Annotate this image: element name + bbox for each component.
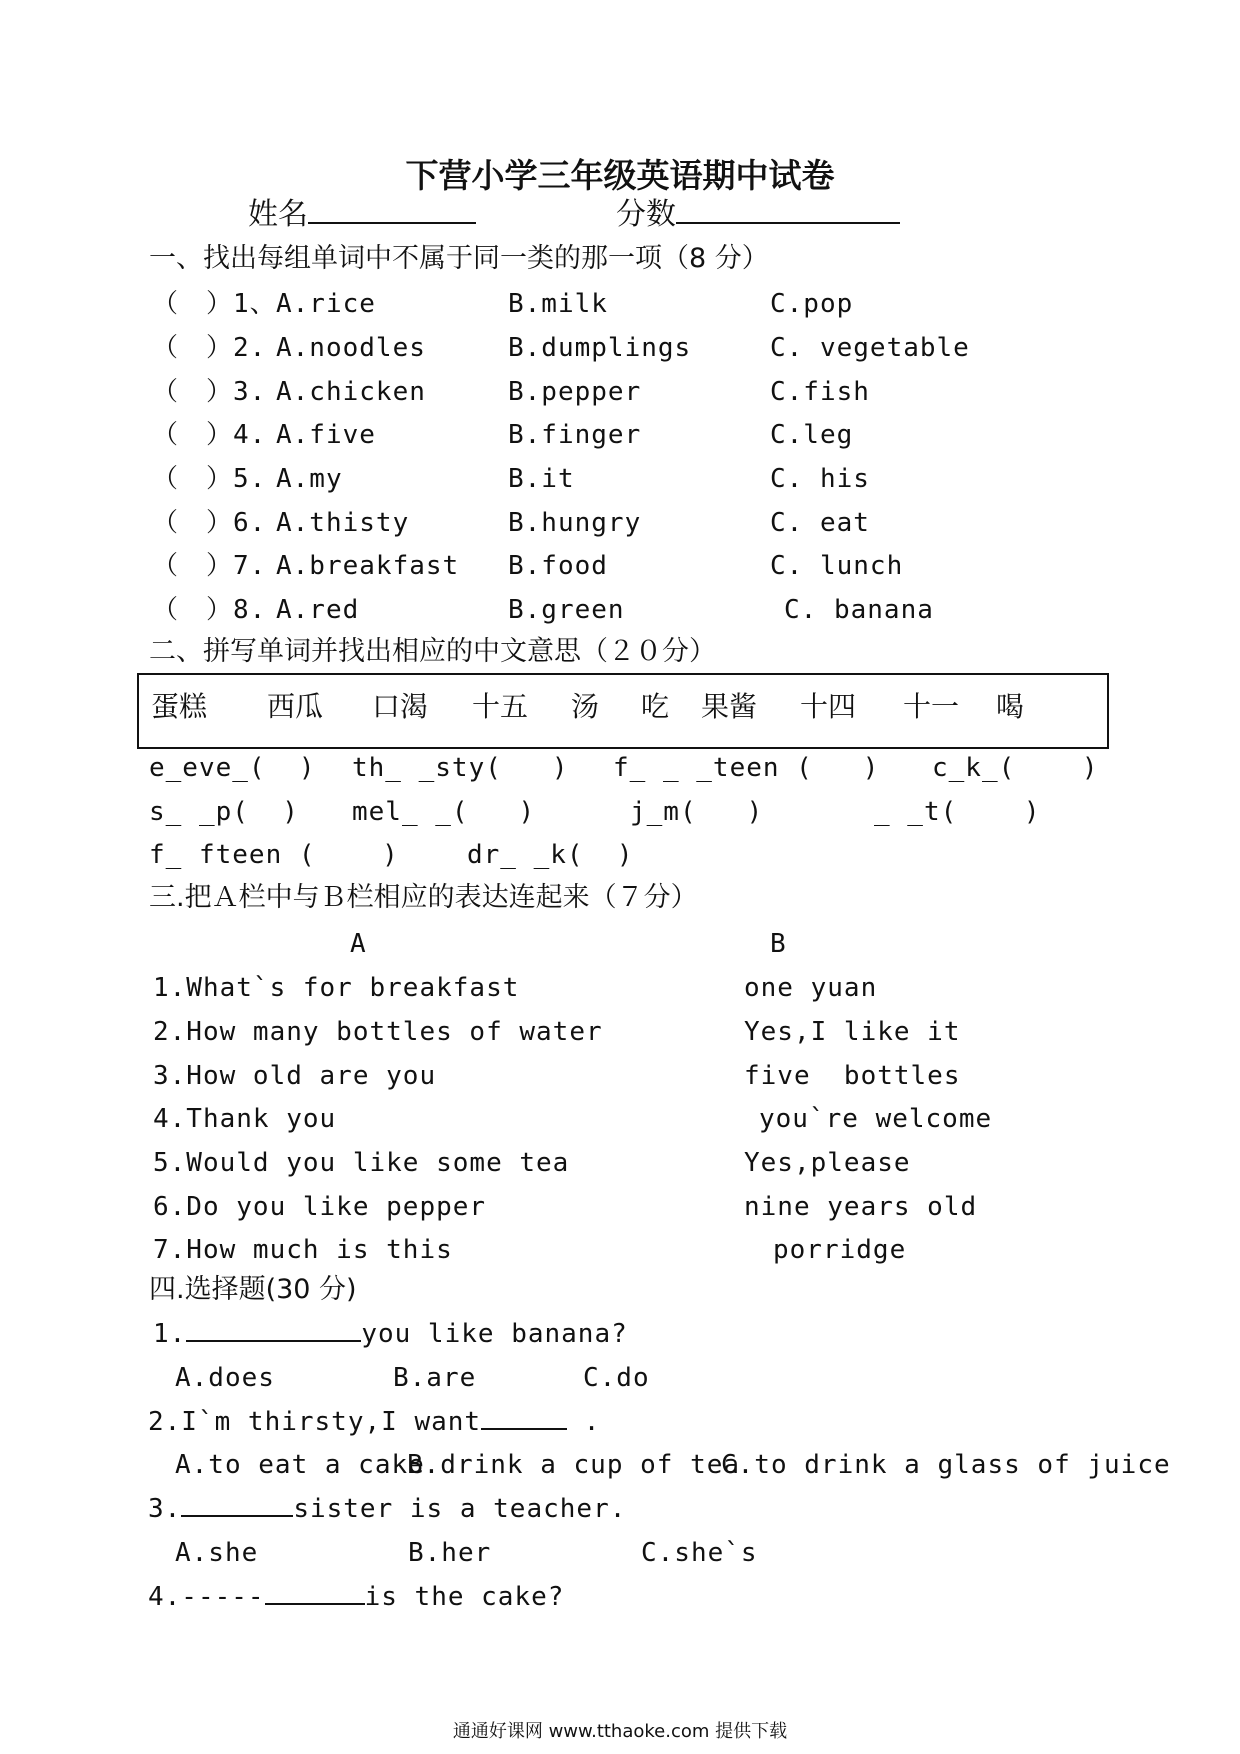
spelling-item[interactable]: s_ _p( )	[149, 797, 299, 827]
answer-blank[interactable]	[265, 1603, 365, 1605]
word-bank-item: 十一	[903, 690, 960, 723]
score-label: 分数	[616, 197, 676, 232]
option-c[interactable]: C.pop	[770, 289, 854, 319]
answer-blank[interactable]	[186, 1340, 361, 1342]
option-c[interactable]: C. eat	[770, 508, 870, 538]
question-1	[153, 1319, 628, 1349]
spelling-item[interactable]: th_ _sty( )	[352, 753, 569, 783]
spelling-item[interactable]: f_ fteen ( )	[149, 840, 399, 870]
option-a[interactable]: A.noodles	[276, 333, 426, 363]
section4-heading: 四.选择题(30 分)	[149, 1274, 357, 1305]
question-prefix: 3.	[148, 1494, 182, 1524]
spelling-item[interactable]: j_m( )	[630, 797, 764, 827]
option-b[interactable]: B.green	[508, 595, 625, 625]
question-number[interactable]: （ ）3.	[152, 377, 267, 407]
match-left-item[interactable]: 2.How many bottles of water	[153, 1017, 603, 1047]
option[interactable]: B.drink a cup of tea	[407, 1450, 741, 1480]
match-left-item[interactable]: 4.Thank you	[153, 1104, 337, 1134]
option-b[interactable]: B.dumplings	[508, 333, 692, 363]
word-bank-item: 喝	[996, 690, 1025, 723]
option-a[interactable]: A.chicken	[276, 377, 426, 407]
option-b[interactable]: B.it	[508, 464, 575, 494]
section2-heading: 二、拼写单词并找出相应的中文意思（２０分）	[149, 636, 716, 667]
option-a[interactable]: A.thisty	[276, 508, 410, 538]
name-blank[interactable]	[308, 222, 476, 224]
option-a[interactable]: A.my	[276, 464, 343, 494]
question-number[interactable]: （ ）8.	[152, 595, 267, 625]
option-a[interactable]: A.red	[276, 595, 360, 625]
section3-heading: 三.把Ａ栏中与Ｂ栏相应的表达连起来（７分）	[149, 882, 698, 913]
option[interactable]: B.are	[393, 1363, 477, 1393]
question-text: sister is a teacher.	[293, 1494, 627, 1524]
option[interactable]: C.she`s	[641, 1538, 758, 1568]
option[interactable]: A.she	[175, 1538, 259, 1568]
option-a[interactable]: A.five	[276, 420, 376, 450]
option[interactable]: A.does	[175, 1363, 275, 1393]
option-c[interactable]: C.leg	[770, 420, 854, 450]
question-prefix: 2.I`m thirsty,I want	[148, 1407, 482, 1437]
word-bank-item: 十五	[472, 690, 529, 723]
option-c[interactable]: C.fish	[770, 377, 870, 407]
question-text: is the cake?	[364, 1582, 565, 1612]
match-left-item[interactable]: 3.How old are you	[153, 1061, 437, 1091]
name-field	[248, 197, 476, 232]
question-text: .	[567, 1407, 601, 1437]
option-b[interactable]: B.finger	[508, 420, 642, 450]
question-number[interactable]: （ ）2.	[152, 333, 267, 363]
option-b[interactable]: B.pepper	[508, 377, 642, 407]
option-b[interactable]: B.milk	[508, 289, 608, 319]
match-left-item[interactable]: 5.Would you like some tea	[153, 1148, 570, 1178]
word-bank-item: 果酱	[701, 690, 758, 723]
question-4	[148, 1582, 564, 1612]
score-field	[616, 197, 900, 232]
match-right-item[interactable]: you`re welcome	[759, 1104, 993, 1134]
match-right-item[interactable]: five bottles	[744, 1061, 961, 1091]
word-bank-item: 西瓜	[267, 690, 324, 723]
question-prefix: 1.	[153, 1319, 187, 1349]
option[interactable]: B.her	[408, 1538, 492, 1568]
option-b[interactable]: B.hungry	[508, 508, 642, 538]
column-a-label: A	[350, 929, 367, 959]
spelling-item[interactable]: f_ _ _teen ( )	[613, 753, 880, 783]
option-c[interactable]: C. vegetable	[770, 333, 970, 363]
question-number[interactable]: （ ）7.	[152, 551, 267, 581]
spelling-item[interactable]: _ _t( )	[874, 797, 1041, 827]
option[interactable]: C.do	[583, 1363, 650, 1393]
question-number[interactable]: （ ）6.	[152, 508, 267, 538]
answer-blank[interactable]	[181, 1515, 293, 1517]
footer-credit: 通通好课网 www.tthaoke.com 提供下载	[452, 1721, 788, 1742]
option-c[interactable]: C. lunch	[770, 551, 904, 581]
match-right-item[interactable]: one yuan	[744, 973, 878, 1003]
section1-heading: 一、找出每组单词中不属于同一类的那一项（8 分）	[149, 243, 769, 274]
question-text: you like banana?	[361, 1319, 628, 1349]
question-number[interactable]: （ ）5.	[152, 464, 267, 494]
option[interactable]: C.to drink a glass of juice	[721, 1450, 1171, 1480]
spelling-item[interactable]: dr_ _k( )	[467, 840, 634, 870]
column-b-label: B	[770, 929, 787, 959]
match-left-item[interactable]: 1.What`s for breakfast	[153, 973, 520, 1003]
match-right-item[interactable]: nine years old	[744, 1192, 978, 1222]
question-2	[148, 1407, 600, 1437]
word-bank-item: 口渴	[372, 690, 429, 723]
option-c[interactable]: C. his	[770, 464, 870, 494]
match-right-item[interactable]: Yes,please	[744, 1148, 911, 1178]
word-bank-item: 十四	[800, 690, 857, 723]
option-a[interactable]: A.breakfast	[276, 551, 460, 581]
score-blank[interactable]	[676, 222, 900, 224]
answer-blank[interactable]	[481, 1428, 567, 1430]
question-prefix: 4.-----	[148, 1582, 265, 1612]
question-number[interactable]: （ ）4.	[152, 420, 267, 450]
option[interactable]: A.to eat a cake	[175, 1450, 425, 1480]
match-left-item[interactable]: 7.How much is this	[153, 1235, 453, 1265]
word-bank-item: 蛋糕	[151, 690, 208, 723]
word-bank-item: 吃	[641, 690, 670, 723]
spelling-item[interactable]: mel_ _( )	[352, 797, 536, 827]
question-3	[148, 1494, 626, 1524]
spelling-item[interactable]: e_eve_( )	[149, 753, 316, 783]
option-c[interactable]: C. banana	[784, 595, 934, 625]
option-a[interactable]: A.rice	[276, 289, 376, 319]
question-number[interactable]: （ ）1、	[152, 289, 277, 319]
spelling-item[interactable]: c_k_( )	[932, 753, 1099, 783]
match-right-item[interactable]: porridge	[773, 1235, 907, 1265]
option-b[interactable]: B.food	[508, 551, 608, 581]
word-bank-item: 汤	[571, 690, 600, 723]
name-label: 姓名	[248, 197, 308, 232]
match-right-item[interactable]: Yes,I like it	[744, 1017, 961, 1047]
word-bank-box	[137, 673, 1109, 749]
page-title: 下营小学三年级英语期中试卷	[405, 156, 835, 195]
match-left-item[interactable]: 6.Do you like pepper	[153, 1192, 487, 1222]
